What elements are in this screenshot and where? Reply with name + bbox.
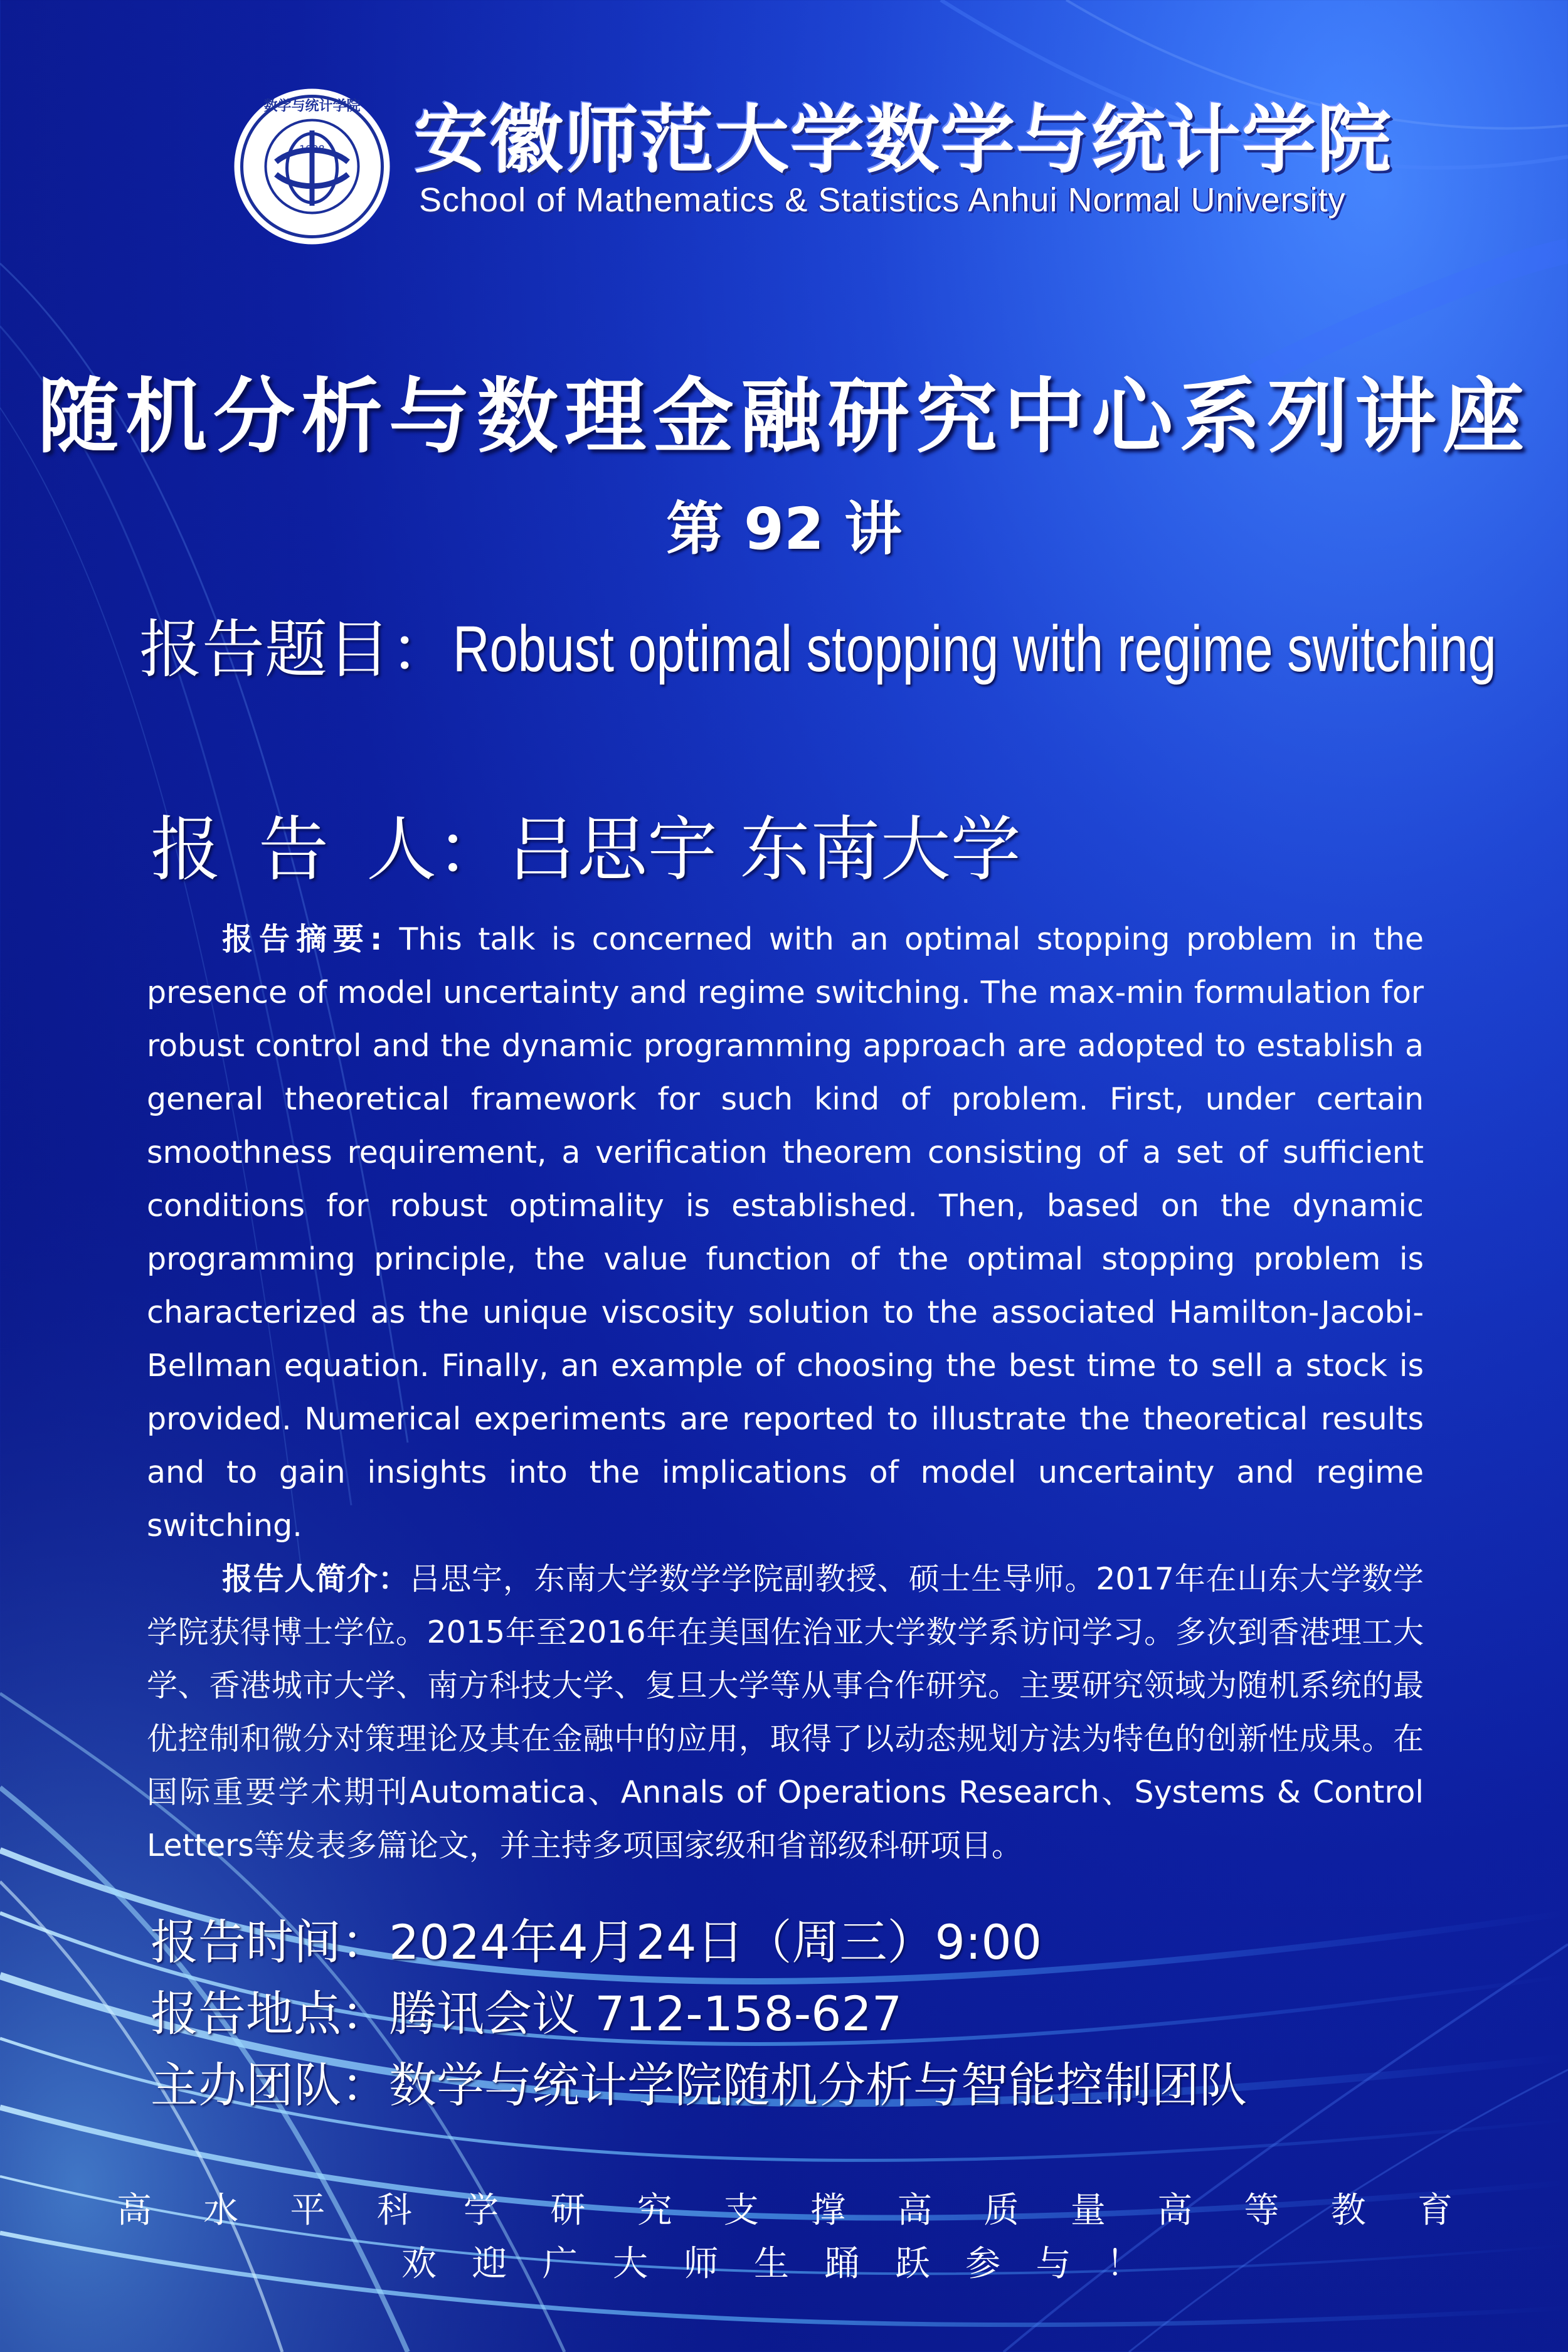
report-title: Robust optimal stopping with regime switching xyxy=(453,613,1496,686)
slogan-char: ！ xyxy=(1106,2243,1142,2284)
report-title-label: 报告题目： xyxy=(139,613,453,686)
series-title: 随机分析与数理金融研究中心系列讲座 xyxy=(37,368,1530,464)
speaker-name: 吕思宇 东南大学 xyxy=(507,809,1021,891)
slogan-char: 大 xyxy=(613,2243,649,2284)
slogan-char: 等 xyxy=(1244,2190,1279,2231)
place-value: 腾讯会议 712-158-627 xyxy=(389,1986,903,2042)
time-row xyxy=(151,1907,1247,1978)
host-value: 数学与统计学院随机分析与智能控制团队 xyxy=(389,2057,1247,2113)
slogan-char: 教 xyxy=(1330,2190,1366,2231)
lecture-number: 第 92 讲 xyxy=(665,495,903,563)
slogan-char: 支 xyxy=(723,2190,759,2231)
slogan-char: 高 xyxy=(117,2190,152,2231)
bio-paragraph xyxy=(147,1552,1424,1872)
speaker-line xyxy=(151,793,1021,894)
slogan-char: 究 xyxy=(637,2190,672,2231)
slogan-char: 与 xyxy=(1036,2243,1071,2284)
slogan-char: 广 xyxy=(542,2243,578,2284)
slogan-char: 量 xyxy=(1070,2190,1106,2231)
host-row xyxy=(151,2050,1247,2121)
slogan-char: 科 xyxy=(376,2190,412,2231)
speaker-label-1: 报 xyxy=(151,809,221,891)
school-name-cn: 安徽师范大学数学与统计学院 xyxy=(414,97,1393,183)
slogan-char: 高 xyxy=(897,2190,933,2231)
slogan-char: 平 xyxy=(290,2190,326,2231)
host-label: 主办团队： xyxy=(151,2057,389,2113)
time-label: 报告时间： xyxy=(151,1914,389,1970)
slogan-char: 迎 xyxy=(472,2243,507,2284)
place-label: 报告地点： xyxy=(151,1986,389,2042)
slogan-char: 师 xyxy=(683,2243,719,2284)
slogan-char: 质 xyxy=(983,2190,1019,2231)
slogan-char: 踊 xyxy=(824,2243,860,2284)
report-title-line xyxy=(139,599,1496,689)
slogan-char: 育 xyxy=(1417,2190,1453,2231)
slogan-char: 生 xyxy=(753,2243,789,2284)
school-name-en: School of Mathematics & Statistics Anhui Normal University xyxy=(419,181,1346,219)
abstract-block xyxy=(147,913,1424,1872)
svg-text:1928: 1928 xyxy=(299,143,325,155)
slogan-char: 参 xyxy=(965,2243,1001,2284)
abstract-label: 报告摘要: xyxy=(222,921,400,957)
abstract-paragraph xyxy=(147,913,1424,1552)
abstract-text: This talk is concerned with an optimal stopping problem in the presence of model uncertainty and regime switching. The max-min formulation for robust control and the dynamic programming approach are adopted to establish a general theoretical framework for such kind of problem. First, under certain smoothness requirement, a verification theorem consisting of a set of sufficient conditions for robust optimality is established. Then, based on the dynamic programming principle, the value function of the optimal stopping problem is characterized as the unique viscosity solution to the associated Hamilton-Jacobi-Bellman equation. Finally, an example of choosing the best time to sell a stock is provided. Numerical experiments are reported to illustrate the theoretical results and to gain insights into the implications of model uncertainty and regime switching. xyxy=(147,921,1424,1544)
slogan-line-2 xyxy=(401,2236,1142,2286)
slogan-char: 水 xyxy=(203,2190,239,2231)
slogan-line-1 xyxy=(117,2183,1453,2233)
slogan-char: 撑 xyxy=(810,2190,846,2231)
svg-text:数学与统计学院: 数学与统计学院 xyxy=(263,98,361,114)
place-row xyxy=(151,1978,1247,2050)
slogan-char: 跃 xyxy=(894,2243,930,2284)
time-value: 2024年4月24日（周三）9:00 xyxy=(389,1914,1042,1970)
slogan-char: 学 xyxy=(464,2190,499,2231)
slogan-char: 高 xyxy=(1157,2190,1193,2231)
speaker-label-2: 告 xyxy=(258,809,329,891)
event-info xyxy=(151,1907,1247,2121)
slogan-char: 研 xyxy=(550,2190,586,2231)
bio-label: 报告人简介： xyxy=(222,1561,410,1597)
bio-text: 吕思宇，东南大学数学学院副教授、硕士生导师。2017年在山东大学数学学院获得博士学位。2015年至2016年在美国佐治亚大学数学系访问学习。多次到香港理工大学、香港城市大学、南方科技大学、复旦大学等从事合作研究。主要研究领域为随机系统的最优控制和微分对策理论及其在金融中的应用，取得了以动态规划方法为特色的创新性成果。在国际重要学术期刊Automatica、Annals of Operations Research、Systems & Control Letters等发表多篇论文，并主持多项国家级和省部级科研项目。 xyxy=(147,1561,1424,1863)
slogan-char: 欢 xyxy=(401,2243,437,2284)
speaker-label-3: 人： xyxy=(366,809,507,891)
school-logo xyxy=(232,87,392,246)
